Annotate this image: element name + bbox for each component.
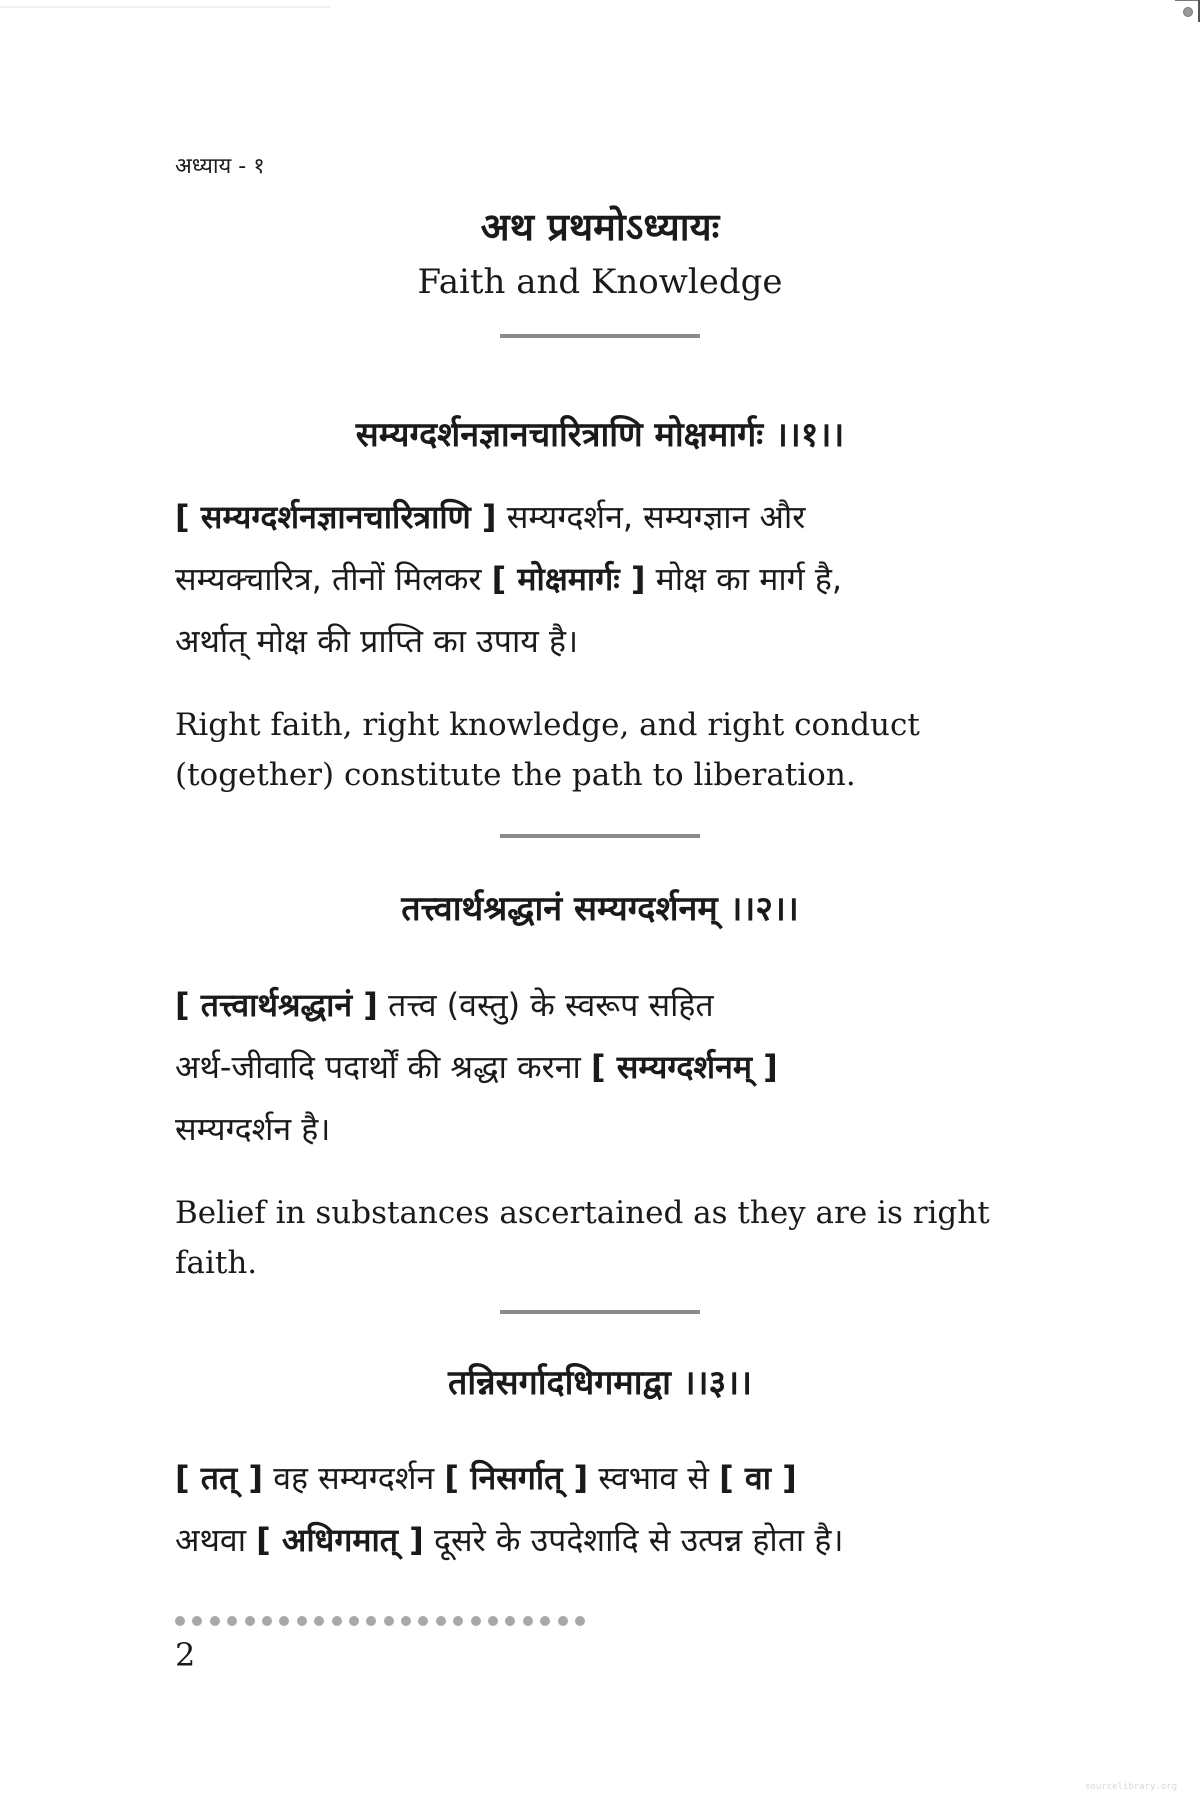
english-line: Belief in substances ascertained as they are is right — [175, 1195, 990, 1231]
dot — [558, 1616, 568, 1626]
commentary-text: सम्यग्दर्शन, सम्यग्ज्ञान और — [496, 498, 806, 536]
dot — [366, 1616, 376, 1626]
hindi-line — [175, 548, 1055, 610]
dot — [349, 1616, 359, 1626]
dot — [488, 1616, 498, 1626]
sutra-term: [ तत् ] — [175, 1459, 264, 1497]
hindi-line — [175, 1036, 1055, 1098]
sutra-term: [ मोक्षमार्गः ] — [491, 560, 646, 598]
dot — [262, 1616, 272, 1626]
chapter-subtitle: Faith and Knowledge — [417, 262, 783, 302]
scan-artifact-top — [0, 6, 330, 8]
dot — [471, 1616, 481, 1626]
hindi-line — [175, 610, 1055, 672]
commentary-text: अर्थ-जीवादि पदार्थों की श्रद्धा करना — [175, 1048, 591, 1086]
hindi-line — [175, 486, 1055, 548]
commentary-text: दूसरे के उपदेशादि से उत्पन्न होता है। — [423, 1521, 844, 1559]
hindi-line — [175, 974, 1055, 1036]
commentary-text: वह सम्यग्दर्शन — [263, 1459, 445, 1497]
hindi-line — [175, 1509, 1055, 1571]
section-divider — [500, 834, 700, 838]
dot — [227, 1616, 237, 1626]
commentary-text: सम्यग्दर्शन है। — [175, 1110, 331, 1148]
sutra-term: [ निसर्गात् ] — [444, 1459, 589, 1497]
dot — [175, 1616, 185, 1626]
dot — [505, 1616, 515, 1626]
english-translation-1 — [175, 700, 1055, 800]
hindi-commentary-1 — [175, 486, 1055, 672]
dot — [540, 1616, 550, 1626]
sutra-heading-2: तत्त्वार्थश्रद्धानं सम्यग्दर्शनम् ।।२।। — [401, 889, 799, 929]
dot — [192, 1616, 202, 1626]
chapter-label: अध्याय - १ — [175, 154, 265, 179]
dot — [314, 1616, 324, 1626]
dot — [436, 1616, 446, 1626]
sutra-term: [ सम्यग्दर्शनम् ] — [590, 1048, 778, 1086]
dot — [279, 1616, 289, 1626]
commentary-text: सम्यक्चारित्र, तीनों मिलकर — [175, 560, 492, 598]
hindi-commentary-2 — [175, 974, 1055, 1160]
commentary-text: मोक्ष का मार्ग है, — [645, 560, 842, 598]
sutra-term: [ सम्यग्दर्शनज्ञानचारित्राणि ] — [175, 498, 497, 536]
section-divider — [500, 334, 700, 338]
page-number: 2 — [175, 1636, 196, 1674]
sutra-term: [ अधिगमात् ] — [256, 1521, 424, 1559]
footer-dot-rule — [175, 1616, 592, 1626]
dot — [418, 1616, 428, 1626]
corner-mark — [1175, 0, 1200, 1]
sutra-heading-1: सम्यग्दर्शनज्ञानचारित्राणि मोक्षमार्गः ।।१।। — [355, 415, 845, 455]
hindi-line — [175, 1098, 1055, 1160]
hindi-line — [175, 1447, 1055, 1509]
dot — [332, 1616, 342, 1626]
commentary-text: अथवा — [175, 1521, 257, 1559]
hindi-commentary-3 — [175, 1447, 1055, 1571]
dot — [210, 1616, 220, 1626]
english-line: (together) constitute the path to liberation. — [175, 757, 856, 793]
dot — [401, 1616, 411, 1626]
chapter-title: अथ प्रथमोऽध्यायः — [480, 205, 720, 249]
english-line: Right faith, right knowledge, and right conduct — [175, 707, 920, 743]
commentary-text: स्वभाव से — [588, 1459, 720, 1497]
corner-dot-icon — [1183, 7, 1193, 17]
english-line: faith. — [175, 1245, 258, 1281]
dot — [575, 1616, 585, 1626]
dot — [384, 1616, 394, 1626]
dot — [245, 1616, 255, 1626]
sutra-term: [ वा ] — [719, 1459, 797, 1497]
watermark: sourcelibrary.org — [1085, 1782, 1178, 1792]
dot — [297, 1616, 307, 1626]
commentary-text: अर्थात् मोक्ष की प्राप्ति का उपाय है। — [175, 622, 579, 660]
commentary-text: तत्त्व (वस्तु) के स्वरूप सहित — [377, 986, 714, 1024]
english-translation-2 — [175, 1188, 1055, 1288]
dot — [523, 1616, 533, 1626]
sutra-heading-3: तन्निसर्गादधिगमाद्वा ।।३।। — [448, 1363, 752, 1403]
sutra-term: [ तत्त्वार्थश्रद्धानं ] — [175, 986, 378, 1024]
section-divider — [500, 1310, 700, 1314]
dot — [453, 1616, 463, 1626]
